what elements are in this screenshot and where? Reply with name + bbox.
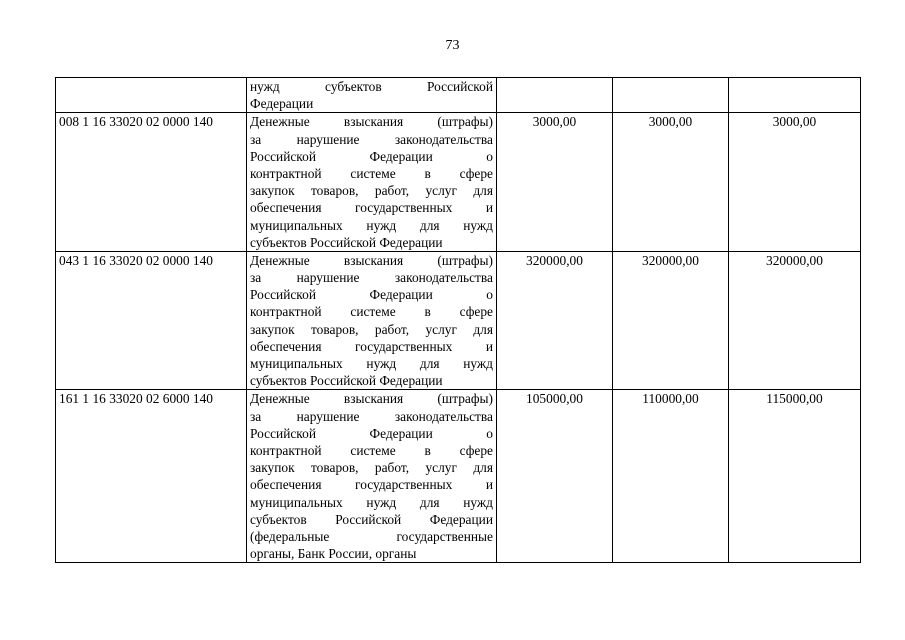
description-cell [247,390,497,563]
description-line: закупок товаров, работ, услуг для [250,183,493,199]
description-line: нужд субъектов Российской [250,79,493,94]
description-line: субъектов Российской Федерации [250,511,493,527]
description-line: обеспечения государственных и [250,338,493,354]
amount-cell-year-2: 320000,00 [613,251,729,390]
description-line: контрактной системе в сфере [250,165,493,181]
description-line: обеспечения государственных и [250,200,493,216]
description-line: за нарушение законодательства [250,131,493,147]
description-line: Российской Федерации о [250,287,493,303]
description-line: органы, Банк России, органы [250,546,417,562]
amount-cell-year-1: 320000,00 [497,251,613,390]
budget-code-cell: 161 1 16 33020 02 6000 140 [56,390,247,563]
amount-cell-year-3 [729,78,861,113]
description-line: Денежные взыскания (штрафы) [250,252,493,268]
budget-revenue-table [55,77,861,563]
description-line: (федеральные государственные [250,528,493,544]
description-line: муниципальных нужд для нужд [250,356,493,371]
table-row [56,390,861,563]
description-line: Российской Федерации о [250,425,493,441]
amount-cell-year-1 [497,78,613,113]
description-line: Денежные взыскания (штрафы) [250,391,493,407]
amount-cell-year-3: 3000,00 [729,113,861,252]
budget-code-cell: 043 1 16 33020 02 0000 140 [56,251,247,390]
amount-cell-year-2 [613,78,729,113]
description-cell [247,251,497,390]
description-cell [247,113,497,252]
description-line: Денежные взыскания (штрафы) [250,114,493,130]
budget-code-cell [56,78,247,113]
table-row [56,78,861,113]
description-line: контрактной системе в сфере [250,442,493,458]
amount-cell-year-2: 110000,00 [613,390,729,563]
table-row [56,251,861,390]
amount-cell-year-2: 3000,00 [613,113,729,252]
description-line: субъектов Российской Федерации [250,373,443,389]
page-number: 73 [445,38,460,53]
table-row [56,113,861,252]
amount-cell-year-3: 115000,00 [729,390,861,563]
description-line: закупок товаров, работ, услуг для [250,321,493,337]
description-line: закупок товаров, работ, услуг для [250,460,493,476]
description-line: Федерации [250,96,314,112]
description-line: контрактной системе в сфере [250,304,493,320]
table-body [56,78,861,563]
description-line: за нарушение законодательства [250,408,493,424]
description-line: за нарушение законодательства [250,270,493,286]
description-line: Российской Федерации о [250,148,493,164]
amount-cell-year-3: 320000,00 [729,251,861,390]
description-line: муниципальных нужд для нужд [250,217,493,233]
description-line: обеспечения государственных и [250,477,493,493]
description-cell [247,78,497,113]
amount-cell-year-1: 105000,00 [497,390,613,563]
description-line: субъектов Российской Федерации [250,234,443,250]
description-line: муниципальных нужд для нужд [250,494,493,510]
amount-cell-year-1: 3000,00 [497,113,613,252]
budget-code-cell: 008 1 16 33020 02 0000 140 [56,113,247,252]
